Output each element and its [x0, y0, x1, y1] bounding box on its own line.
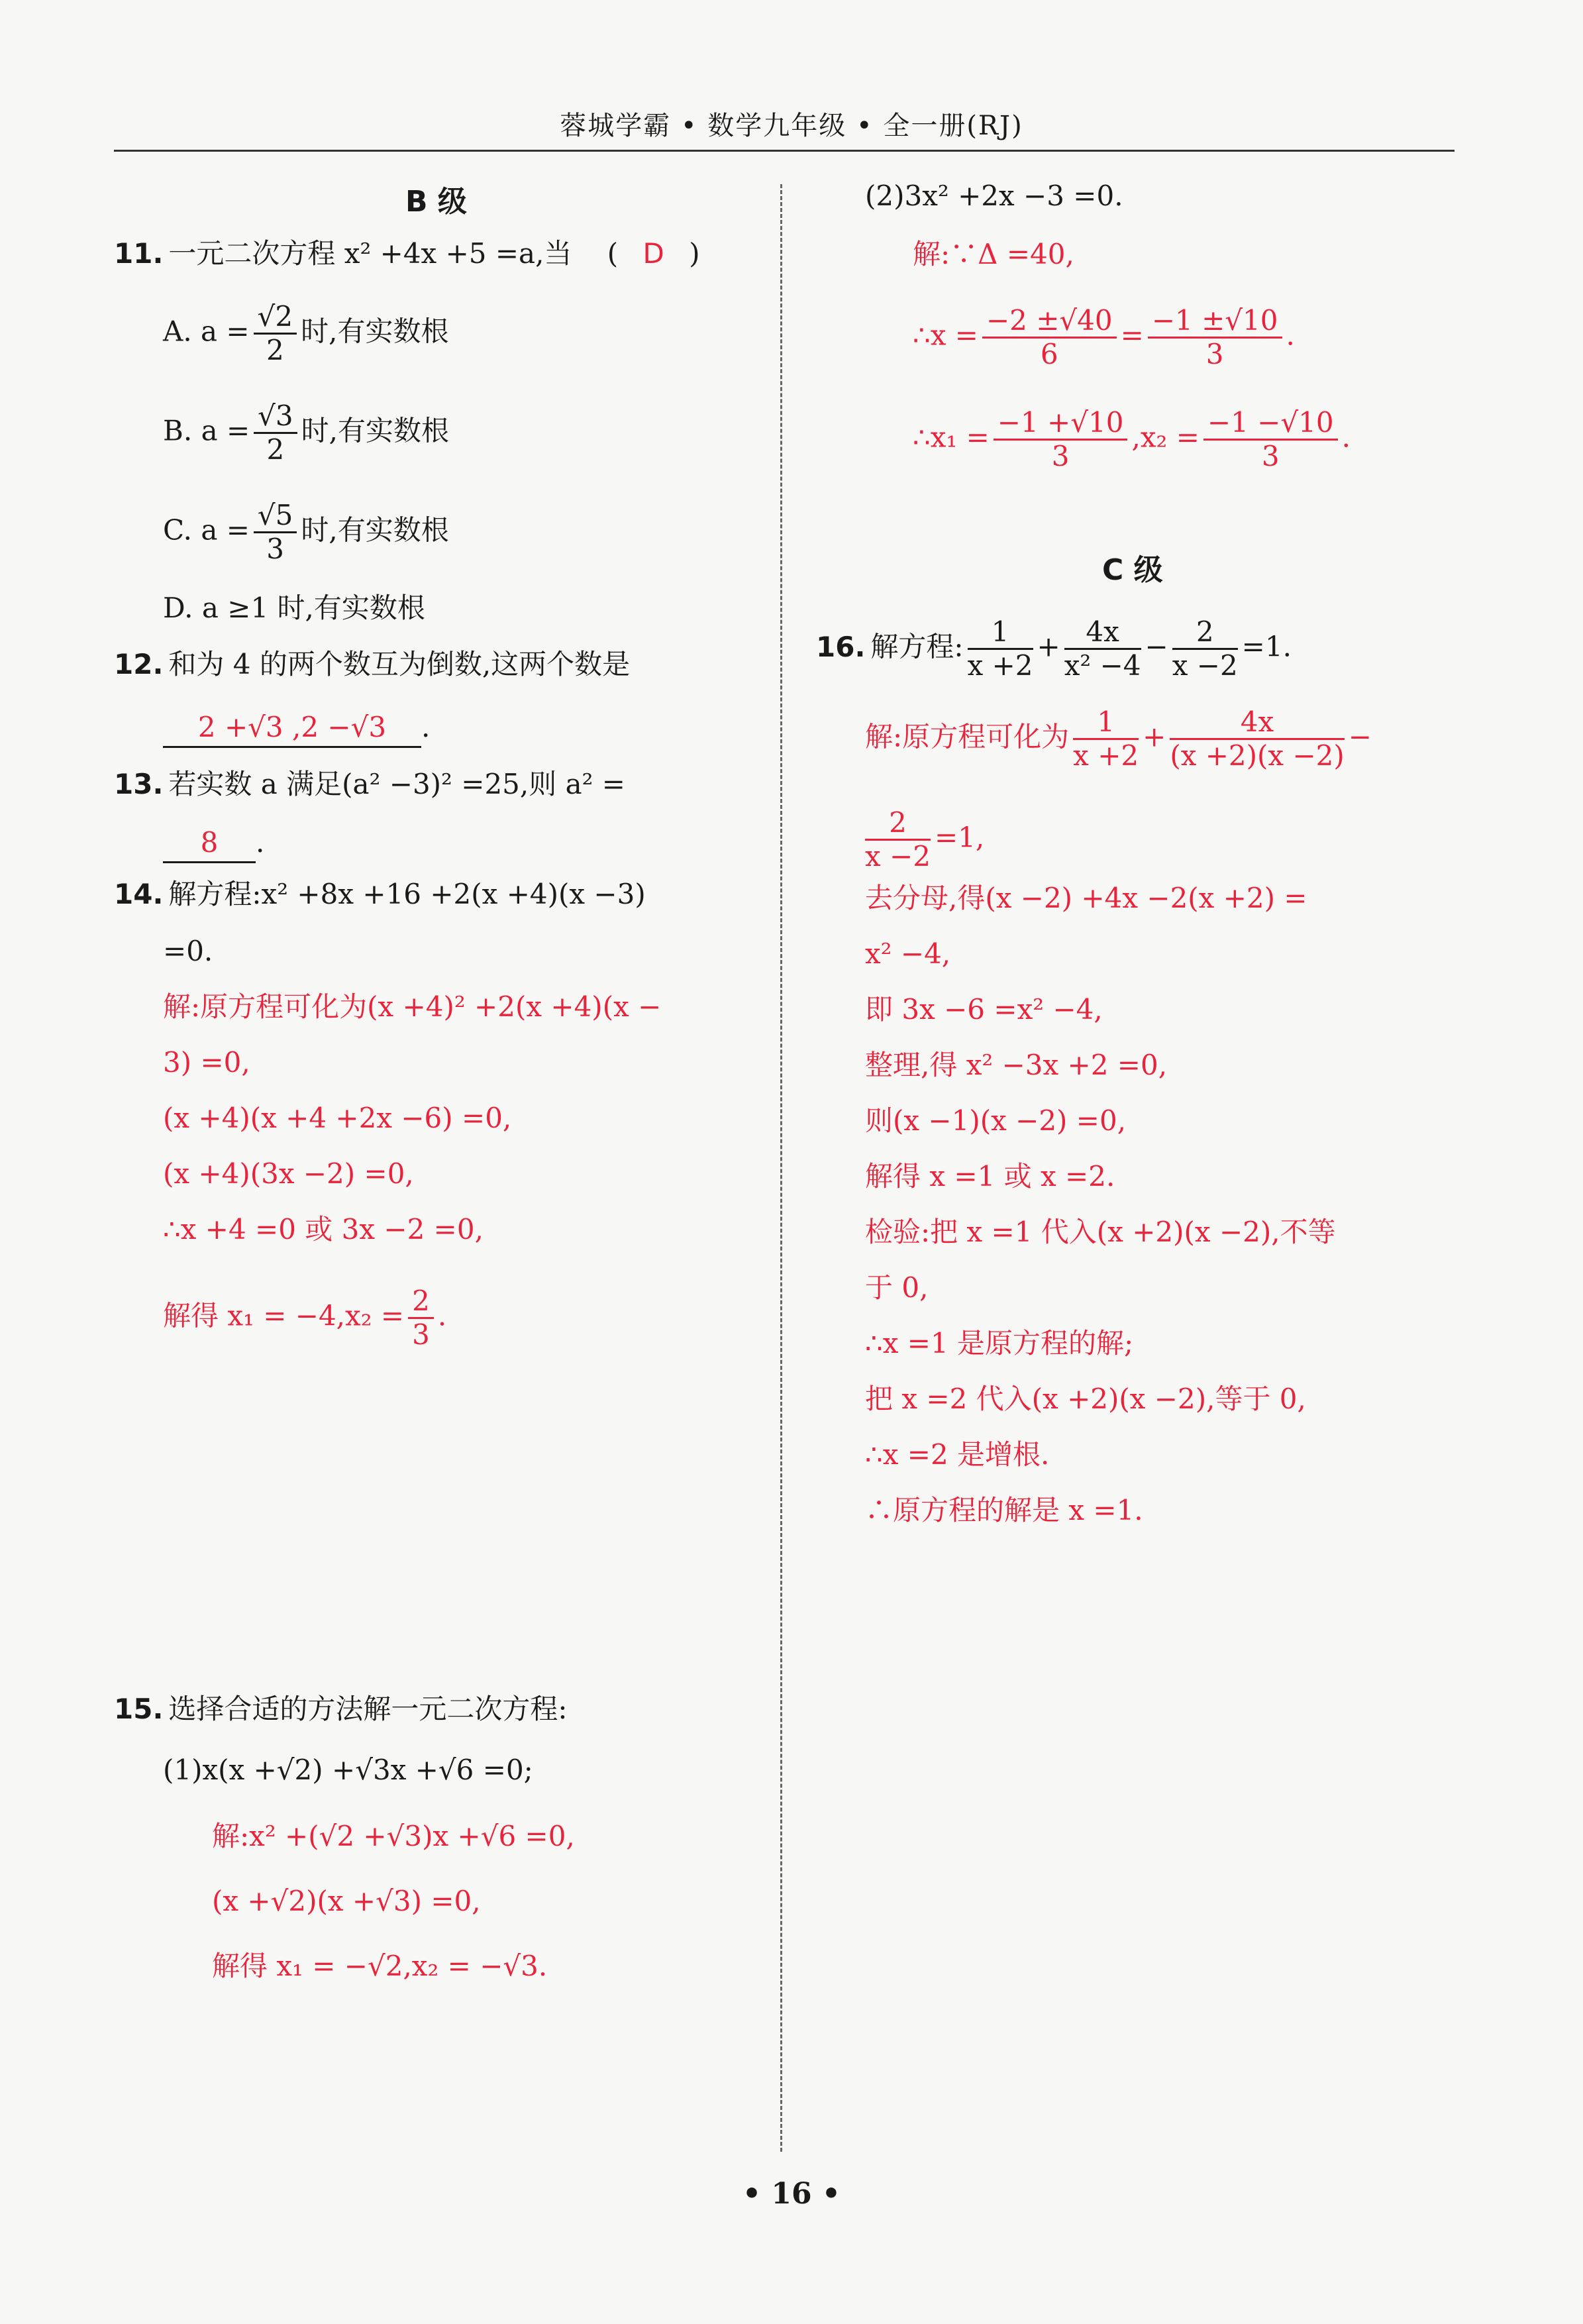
q14-stem-2: =0.: [163, 935, 213, 967]
q15-part2: (2)3x² +2x −3 =0.: [865, 180, 1123, 212]
q14-solution-1: 解:原方程可化为(x +4)² +2(x +4)(x −: [163, 990, 662, 1023]
q16-sol1-fraction-1: [1073, 706, 1139, 772]
q16-solution-13: ∴x =2 是增根.: [865, 1438, 1050, 1471]
q15-sol3-suffix: .: [1341, 421, 1351, 454]
q12-stem: [114, 646, 630, 683]
q14-solution-4: (x +4)(3x −2) =0,: [163, 1157, 414, 1190]
q16-plus: +: [1037, 630, 1060, 663]
q13-tail: .: [256, 826, 265, 859]
q16-sol2-suffix: =1,: [934, 821, 985, 854]
q16-stem: [816, 616, 1292, 682]
q14-sol6-prefix: 解得 x₁ = −4,x₂ =: [163, 1299, 405, 1332]
q16-sol2-numerator: 2: [865, 807, 931, 841]
q16-f2-denominator: x² −4: [1064, 649, 1141, 682]
q14-solution-5: ∴x +4 =0 或 3x −2 =0,: [163, 1213, 484, 1245]
option-c-prefix: C. a =: [163, 513, 250, 547]
q15-sol3-denominator-2: 3: [1261, 440, 1280, 472]
q15-sol2-suffix: .: [1286, 319, 1295, 352]
q12-tail: .: [421, 711, 431, 743]
q15-sol3-denominator-1: 3: [1051, 440, 1070, 472]
q15-sol3-fraction-1: [994, 407, 1128, 472]
q15-sol3-middle: ,x₂ =: [1131, 421, 1200, 454]
q15-sol2-prefix: ∴x =: [913, 319, 978, 352]
q16-sol1-plus: +: [1143, 720, 1166, 753]
q14-solution-6: [163, 1285, 446, 1351]
q14-sol6-fraction: [408, 1285, 434, 1351]
q13-text: 若实数 a 满足(a² −3)² =25,则 a² =: [168, 768, 626, 800]
q12-number: 12.: [114, 648, 164, 680]
q15-sol2-numerator-2: −1 ±√10: [1148, 305, 1282, 339]
q14-text: 解方程:x² +8x +16 +2(x +4)(x −3): [168, 878, 646, 910]
q16-solution-4: x² −4,: [865, 937, 951, 970]
option-a-numerator: √2: [254, 301, 297, 335]
q15-sol2-fraction-1: [982, 305, 1117, 370]
q16-solution-9: 检验:把 x =1 代入(x +2)(x −2),不等: [865, 1216, 1336, 1248]
running-header: 蓉城学霸 • 数学九年级 • 全一册(RJ): [560, 111, 1023, 141]
q15-stem: [114, 1691, 568, 1728]
q15-sol3-numerator-1: −1 +√10: [994, 407, 1128, 441]
q16-minus: −: [1145, 630, 1168, 663]
q13-answer-line: [163, 824, 264, 863]
option-b-fraction: [254, 400, 297, 466]
q11-option-b: [163, 400, 449, 466]
q14-sol6-denominator: 3: [412, 1318, 430, 1351]
q11-stem: [114, 235, 700, 272]
q16-solution-2: [865, 807, 984, 872]
q13-stem: [114, 766, 625, 803]
q14-stem-1: [114, 876, 646, 913]
q13-number: 13.: [114, 768, 164, 800]
page-number: • 16 •: [742, 2177, 841, 2211]
q14-number: 14.: [114, 878, 164, 910]
q16-solution-10: 于 0,: [865, 1271, 929, 1304]
q16-fraction-2: [1064, 616, 1141, 682]
q16-sol1-f2-numerator: 4x: [1170, 706, 1344, 740]
q11-answer: D: [642, 237, 664, 270]
q16-solution-11: ∴x =1 是原方程的解;: [865, 1327, 1134, 1359]
level-c-heading: C 级: [1102, 553, 1163, 587]
q15-part1: (1)x(x +√2) +√3x +√6 =0;: [163, 1754, 533, 1786]
q16-stem-suffix: =1.: [1241, 630, 1292, 663]
q15-text: 选择合适的方法解一元二次方程:: [168, 1693, 568, 1725]
q14-solution-2: 3) =0,: [163, 1046, 250, 1079]
q15-sol3-numerator-2: −1 −√10: [1203, 407, 1338, 441]
q12-text: 和为 4 的两个数互为倒数,这两个数是: [168, 648, 631, 680]
option-c-numerator: √5: [254, 500, 297, 533]
q15-part2-solution-3: [913, 407, 1351, 472]
header-rule: [114, 150, 1455, 152]
q15-sol2-equals: =: [1120, 319, 1144, 352]
q16-f3-numerator: 2: [1172, 616, 1238, 650]
q12-answer: 2 +√3 ,2 −√3: [163, 709, 421, 748]
q13-answer: 8: [163, 824, 256, 863]
q16-sol1-minus: −: [1348, 720, 1372, 753]
q11-number: 11.: [114, 237, 164, 270]
q15-sol3-prefix: ∴x₁ =: [913, 421, 990, 454]
q15-sol2-fraction-2: [1148, 305, 1282, 370]
q11-option-c: [163, 500, 449, 565]
q16-sol1-f1-denominator: x +2: [1073, 739, 1139, 772]
option-c-denominator: 3: [266, 533, 285, 565]
q16-solution-6: 整理,得 x² −3x +2 =0,: [865, 1049, 1168, 1081]
q16-f1-denominator: x +2: [967, 649, 1033, 682]
option-c-suffix: 时,有实数根: [301, 513, 449, 547]
q16-sol2-fraction: [865, 807, 931, 872]
q16-solution-8: 解得 x =1 或 x =2.: [865, 1160, 1115, 1192]
level-b-heading: B 级: [405, 185, 467, 219]
option-a-suffix: 时,有实数根: [301, 315, 449, 348]
q16-sol1-fraction-2: [1170, 706, 1344, 772]
q11-option-d: D. a ≥1 时,有实数根: [163, 592, 425, 624]
q15-part1-solution-3: 解得 x₁ = −√2,x₂ = −√3.: [212, 1950, 548, 1982]
q15-sol2-numerator-1: −2 ±√40: [982, 305, 1117, 339]
option-a-fraction: [254, 301, 297, 366]
q16-f1-numerator: 1: [968, 616, 1033, 650]
q16-f3-denominator: x −2: [1172, 649, 1238, 682]
q15-sol3-fraction-2: [1203, 407, 1338, 472]
q15-part2-solution-1: 解:∵Δ =40,: [913, 238, 1074, 270]
q16-sol1-f2-denominator: (x +2)(x −2): [1170, 739, 1345, 772]
option-a-prefix: A. a =: [163, 315, 250, 348]
q16-solution-14: ∴原方程的解是 x =1.: [865, 1494, 1143, 1526]
q16-solution-3: 去分母,得(x −2) +4x −2(x +2) =: [865, 882, 1307, 914]
q15-sol2-denominator-2: 3: [1205, 338, 1224, 370]
option-b-suffix: 时,有实数根: [301, 414, 449, 447]
option-b-prefix: B. a =: [163, 414, 250, 447]
q15-sol2-denominator-1: 6: [1040, 338, 1058, 370]
q11-text: 一元二次方程 x² +4x +5 =a,当: [168, 237, 572, 270]
q15-part1-solution-2: (x +√2)(x +√3) =0,: [212, 1885, 481, 1917]
q14-sol6-numerator: 2: [408, 1285, 434, 1319]
q16-sol2-denominator: x −2: [865, 840, 931, 872]
q16-stem-prefix: 解方程:: [870, 630, 964, 663]
q16-solution-1: [865, 706, 1372, 772]
option-c-fraction: [254, 500, 297, 565]
option-a-denominator: 2: [266, 334, 284, 366]
q16-f2-numerator: 4x: [1064, 616, 1141, 650]
option-b-numerator: √3: [254, 400, 297, 434]
q11-option-a: [163, 301, 448, 366]
q11-paren-open: (: [607, 237, 619, 270]
q12-answer-line: [163, 709, 430, 748]
q11-paren-close: ): [689, 237, 700, 270]
q15-part2-solution-2: [913, 305, 1295, 370]
option-b-denominator: 2: [266, 433, 285, 466]
q14-sol6-suffix: .: [437, 1299, 447, 1332]
q16-solution-12: 把 x =2 代入(x +2)(x −2),等于 0,: [865, 1383, 1306, 1415]
q15-number: 15.: [114, 1693, 164, 1725]
column-divider: [780, 184, 782, 2152]
q15-part1-solution-1: 解:x² +(√2 +√3)x +√6 =0,: [212, 1820, 575, 1852]
q16-solution-7: 则(x −1)(x −2) =0,: [865, 1104, 1127, 1137]
q16-solution-5: 即 3x −6 =x² −4,: [865, 993, 1103, 1026]
q16-fraction-1: [968, 616, 1033, 682]
q16-sol1-f1-numerator: 1: [1073, 706, 1139, 740]
q16-number: 16.: [816, 630, 866, 663]
q16-sol1-prefix: 解:原方程可化为: [865, 720, 1070, 753]
q16-fraction-3: [1172, 616, 1238, 682]
q14-solution-3: (x +4)(x +4 +2x −6) =0,: [163, 1102, 512, 1134]
